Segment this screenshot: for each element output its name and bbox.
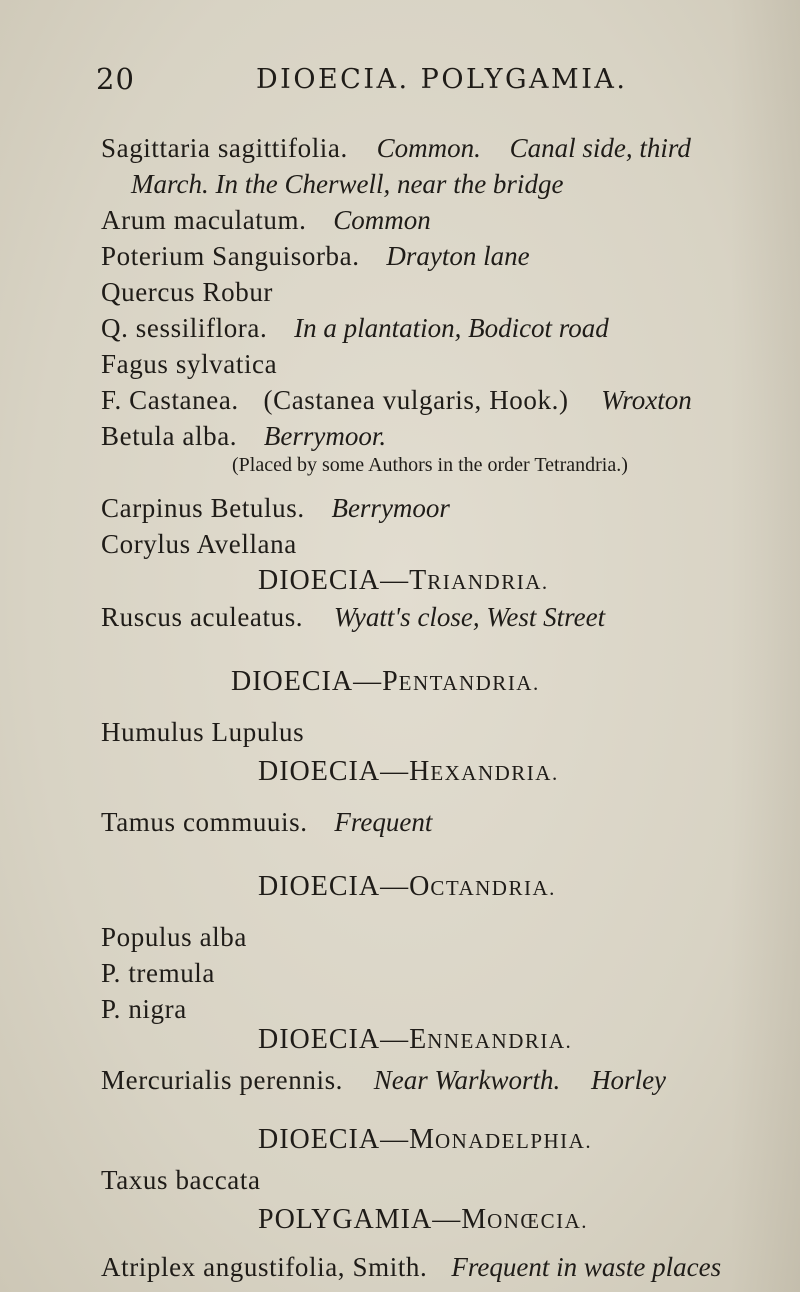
species-name: Tamus commuuis. (101, 807, 308, 837)
synonym: (Castanea vulgaris, Hook.) (263, 385, 569, 415)
entry-sagittaria (0, 128, 800, 168)
species-name: Sagittaria sagittifolia. (101, 133, 348, 163)
heading-text: DIOECIA—E (258, 1024, 428, 1055)
entry-arum (0, 200, 800, 240)
page-header (96, 62, 756, 106)
species-name: Corylus Avellana (101, 529, 297, 559)
entry-fagus (0, 344, 800, 384)
entry-populus (0, 917, 800, 957)
section-heading-enneandria (0, 1020, 800, 1060)
locality: March. In the Cherwell, near the bridge (131, 169, 564, 199)
order-note: (Placed by some Authors in the order Tetrandria.) (232, 454, 628, 476)
species-name: F. Castanea. (101, 385, 239, 415)
heading-text-smallcaps: NNEANDRIA. (427, 1029, 573, 1053)
species-name: Fagus sylvatica (101, 349, 278, 379)
locality: In a plantation, Bodicot road (294, 313, 609, 343)
heading-text-smallcaps: ONŒCIA. (487, 1209, 589, 1233)
heading-text-smallcaps: CTANDRIA. (430, 876, 556, 900)
section-heading-hexandria (0, 752, 800, 792)
entry-poterium (0, 236, 800, 276)
locality: Common. (376, 133, 481, 163)
entry-taxus (0, 1160, 800, 1200)
species-name: Poterium Sanguisorba. (101, 241, 360, 271)
entry-ruscus (0, 597, 800, 637)
species-name: P. tremula (101, 958, 215, 988)
heading-text: DIOECIA—O (258, 871, 431, 902)
locality: Frequent in waste places (451, 1252, 722, 1282)
species-name: P. nigra (101, 994, 187, 1024)
section-heading-monoecia (0, 1200, 800, 1240)
section-heading-monadelphia (0, 1120, 800, 1160)
page-number: 20 (96, 62, 135, 96)
entry-atriplex (0, 1247, 800, 1287)
species-name: Betula alba. (101, 421, 238, 451)
running-title: DIOECIA. POLYGAMIA. (256, 64, 628, 95)
page-edge-shadow (730, 0, 800, 1292)
entry-corylus (0, 524, 800, 564)
entry-tamus (0, 802, 800, 842)
locality: Near Warkworth. (373, 1065, 561, 1095)
heading-text: POLYGAMIA—M (258, 1204, 488, 1235)
locality: Common (333, 205, 431, 235)
locality: Horley (591, 1065, 667, 1095)
heading-text: DIOECIA—P (231, 666, 399, 697)
locality: Wroxton (601, 385, 692, 415)
section-heading-pentandria (0, 662, 800, 702)
locality: Canal side, third (509, 133, 691, 163)
locality: Drayton lane (386, 241, 530, 271)
species-name: Quercus Robur (101, 277, 274, 307)
entry-tremula (0, 953, 800, 993)
heading-text-smallcaps: ENTANDRIA. (398, 671, 540, 695)
locality: Frequent (334, 807, 433, 837)
species-name: Atriplex angustifolia, Smith. (101, 1252, 428, 1282)
entry-carpinus (0, 488, 800, 528)
heading-text-smallcaps: RIANDRIA. (427, 570, 549, 594)
entry-q-sessiliflora (0, 308, 800, 348)
entry-sagittaria-continued (0, 164, 800, 204)
species-name: Populus alba (101, 922, 247, 952)
species-name: Humulus Lupulus (101, 717, 305, 747)
species-name: Carpinus Betulus. (101, 493, 305, 523)
heading-text: DIOECIA—H (258, 756, 431, 787)
locality: Berrymoor (331, 493, 450, 523)
locality: Wyatt's close, West Street (333, 602, 606, 632)
heading-text: DIOECIA—T (258, 565, 428, 596)
section-heading-octandria (0, 867, 800, 907)
species-name: Q. sessiliflora. (101, 313, 268, 343)
heading-text-smallcaps: EXANDRIA. (430, 761, 559, 785)
entry-mercurialis (0, 1060, 800, 1100)
species-name: Arum maculatum. (101, 205, 307, 235)
heading-text-smallcaps: ONADELPHIA. (435, 1129, 593, 1153)
entry-castanea (0, 380, 800, 420)
heading-text: DIOECIA—M (258, 1124, 435, 1155)
entry-quercus (0, 272, 800, 312)
section-heading-triandria (0, 561, 800, 601)
species-name: Ruscus aculeatus. (101, 602, 304, 632)
locality: Berrymoor. (263, 421, 387, 451)
species-name: Taxus baccata (101, 1165, 261, 1195)
entry-humulus (0, 712, 800, 752)
species-name: Mercurialis perennis. (101, 1065, 344, 1095)
